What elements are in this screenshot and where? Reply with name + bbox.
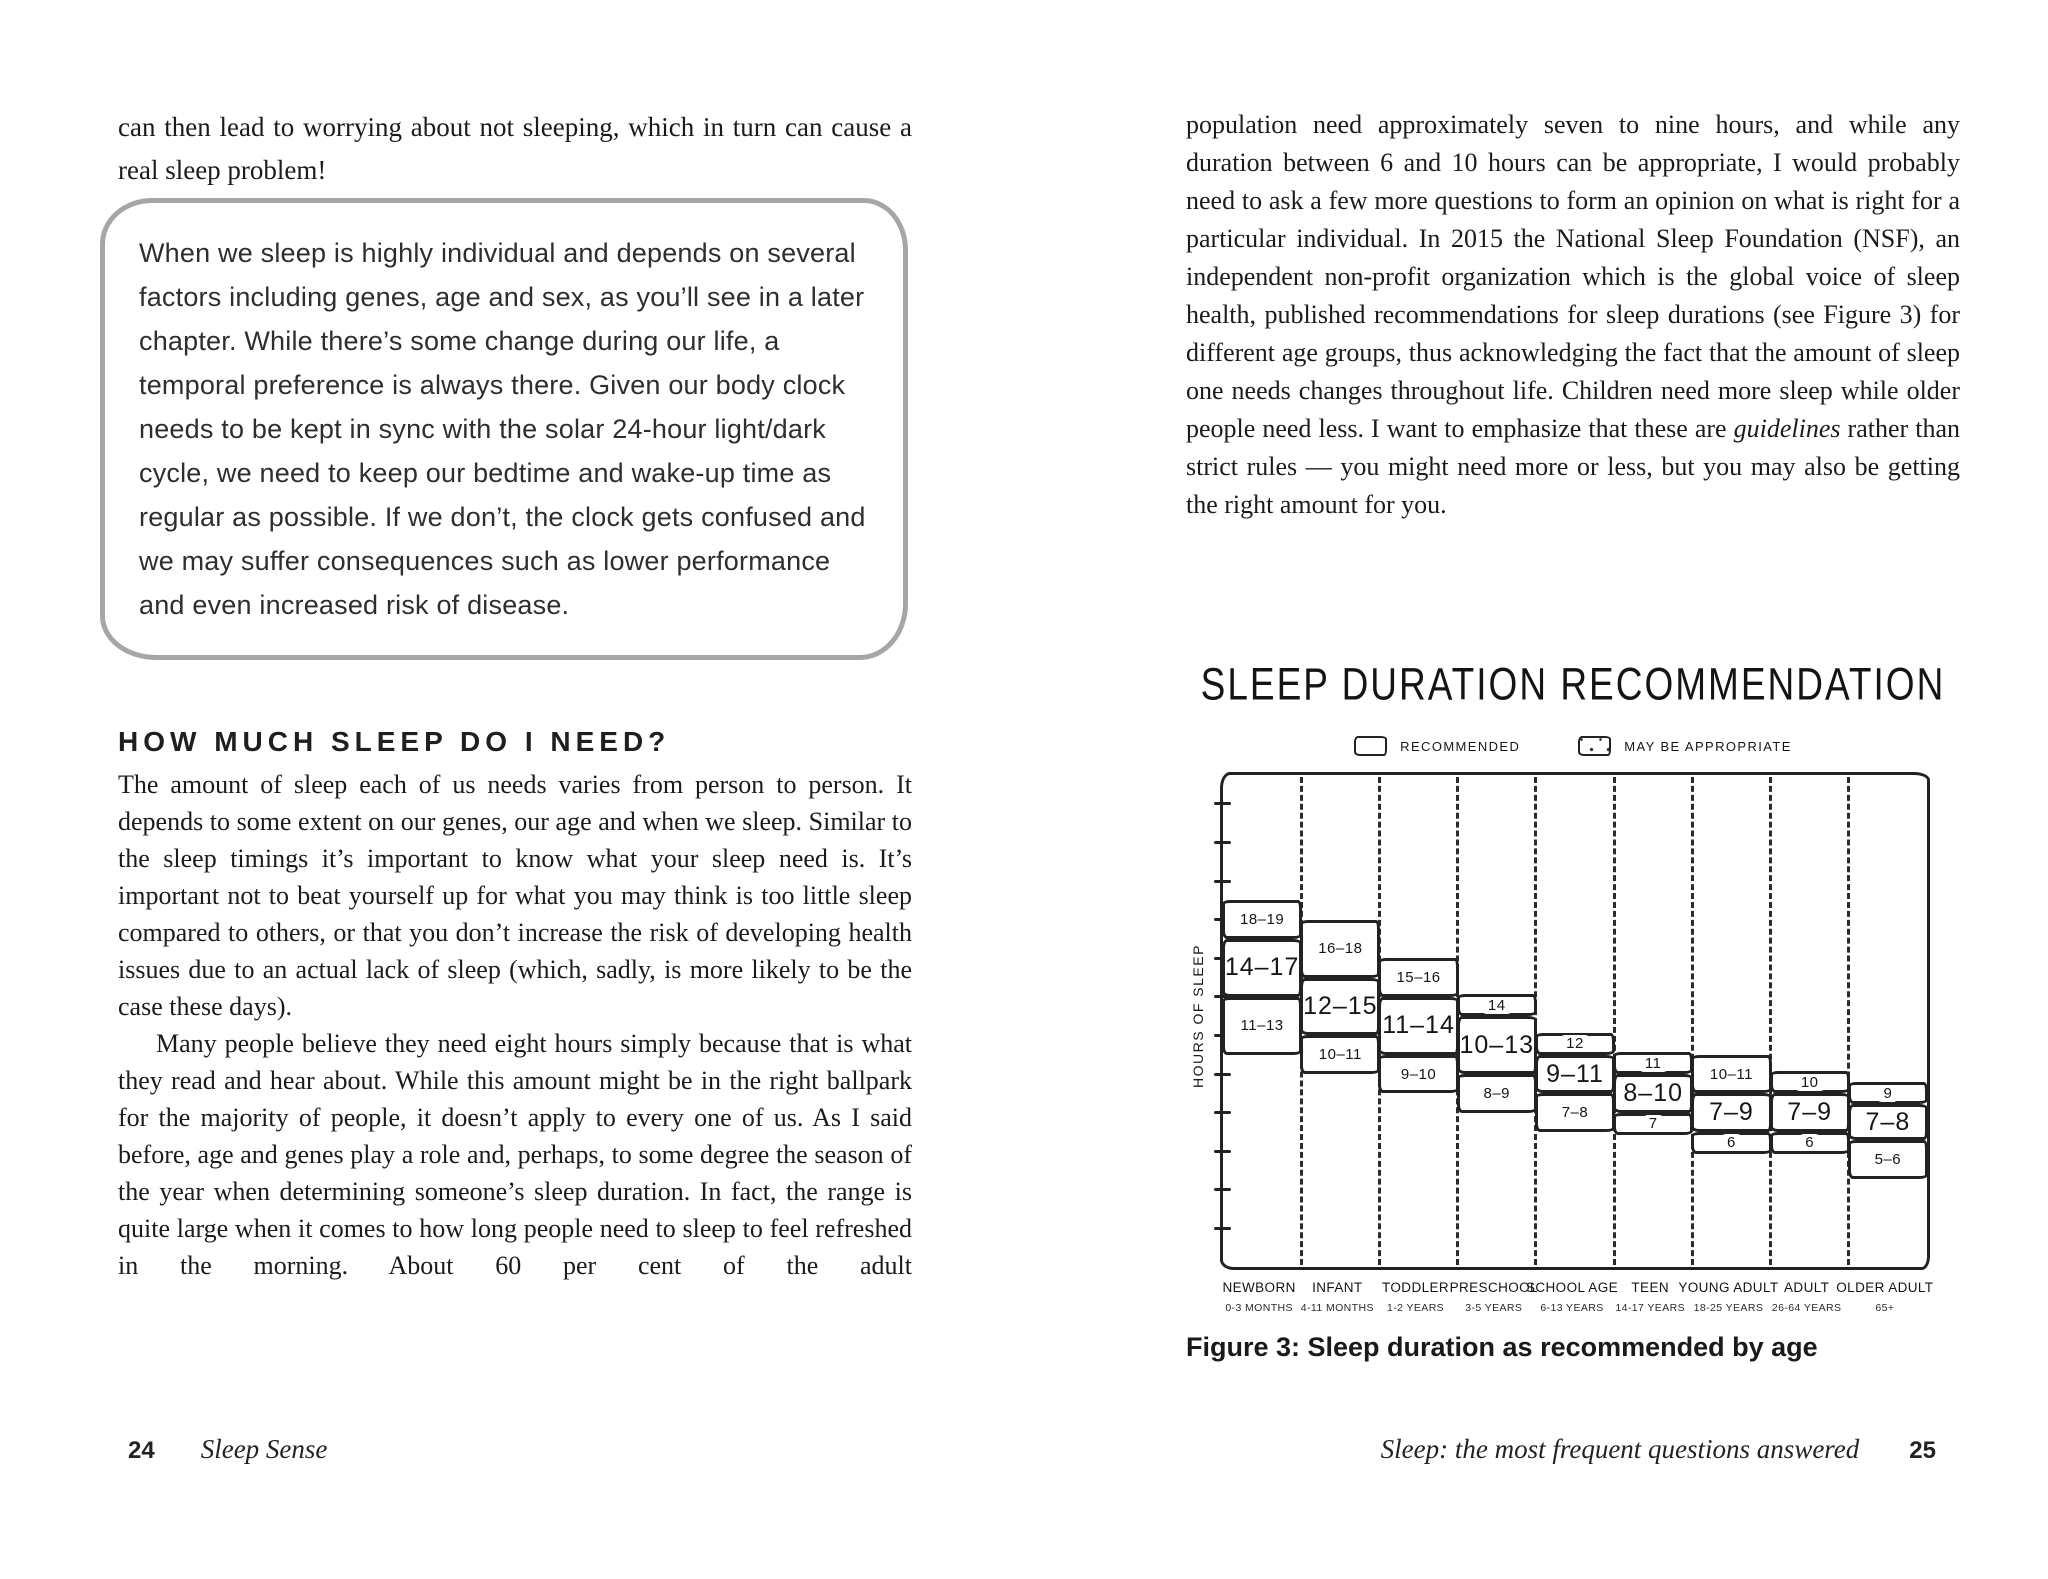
category-age-range: 1-2 YEARS [1386, 1302, 1445, 1314]
recommended-range [1535, 1055, 1615, 1094]
range-value-label: 7–8 [1555, 1104, 1596, 1121]
recommended-range [1222, 939, 1302, 997]
range-value-label: 9–11 [1546, 1059, 1604, 1088]
range-value-label: 16–18 [1311, 940, 1369, 957]
category-age-range: 0-3 MONTHS [1225, 1302, 1293, 1314]
maybe-appropriate-range [1848, 1140, 1928, 1179]
y-axis-tick [1214, 1150, 1231, 1153]
maybe-appropriate-range [1300, 920, 1380, 978]
category-name: NEWBORN [1222, 1280, 1296, 1295]
maybe-appropriate-range [1691, 1132, 1771, 1154]
y-axis-tick [1214, 841, 1231, 844]
recommended-range [1691, 1093, 1771, 1132]
column-separator [1847, 777, 1850, 1265]
maybe-appropriate-range [1613, 1052, 1693, 1074]
y-axis-tick [1214, 880, 1231, 883]
range-value-label: 18–19 [1233, 911, 1291, 928]
recommended-range [1378, 997, 1458, 1055]
legend-label-may-be-appropriate: MAY BE APPROPRIATE [1624, 738, 1792, 754]
category-name: OLDER ADULT [1836, 1280, 1934, 1295]
maybe-appropriate-range [1613, 1113, 1693, 1135]
chart-title: SLEEP DURATION RECOMMENDATION [1200, 659, 1946, 710]
y-axis-tick [1214, 1111, 1231, 1114]
footer-left [128, 1434, 327, 1465]
maybe-appropriate-range [1222, 997, 1302, 1055]
recommended-range [1848, 1104, 1928, 1140]
column-separator [1613, 777, 1616, 1265]
maybe-appropriate-range [1457, 994, 1537, 1016]
category-age-range: 14-17 YEARS [1615, 1302, 1686, 1314]
callout-text: When we sleep is highly individual and depends on several factors including genes, age and sex, as you’ll see in a later chapter. While there’s some change during our life, a temporal preference is always there. Given our body clock needs to be kept in sync with the solar 24-hour light/dark cycle, we need to keep our bedtime and wake-up time as regular as possible. If we don’t, the clock gets confused and we may suffer consequences such as lower performance and even increased risk of disease. [139, 238, 866, 620]
range-value-label: 10–11 [1312, 1046, 1369, 1063]
category-name: PRESCHOOL [1449, 1280, 1538, 1295]
range-value-label: 10–11 [1703, 1066, 1760, 1083]
column-separator [1769, 777, 1772, 1265]
category-age-range: 6-13 YEARS [1540, 1302, 1604, 1314]
range-value-label: 9–10 [1394, 1066, 1443, 1083]
page-number-right: 25 [1909, 1437, 1936, 1464]
category-age-range: 26-64 YEARS [1771, 1302, 1842, 1314]
range-value-label: 11–13 [1234, 1017, 1291, 1034]
legend-label-recommended: RECOMMENDED [1400, 738, 1521, 754]
category-name: INFANT [1312, 1280, 1363, 1295]
range-value-label: 7 [1642, 1115, 1665, 1132]
footer-right [1186, 1434, 1936, 1465]
range-value-label: 10–13 [1459, 1030, 1535, 1059]
intro-paragraph: can then lead to worrying about not sleeping, which in turn can cause a real sleep problem! [118, 112, 912, 185]
range-value-label: 11 [1638, 1055, 1669, 1072]
section-heading: HOW MUCH SLEEP DO I NEED? [118, 726, 671, 757]
range-value-label: 11–14 [1382, 1011, 1455, 1040]
y-axis-tick [1214, 1188, 1231, 1191]
range-value-label: 6 [1720, 1134, 1743, 1151]
recommended-range [1300, 978, 1380, 1036]
range-value-label: 7–8 [1865, 1107, 1911, 1136]
legend-item-recommended [1354, 736, 1520, 756]
maybe-appropriate-range [1535, 1033, 1615, 1055]
chart-plot [1220, 772, 1930, 1270]
y-axis-tick [1214, 1073, 1231, 1076]
maybe-appropriate-range [1535, 1093, 1615, 1132]
range-value-label: 7–9 [1787, 1098, 1833, 1127]
y-axis-tick [1214, 1227, 1231, 1230]
range-value-label: 12–15 [1303, 992, 1378, 1021]
maybe-appropriate-range [1300, 1035, 1380, 1074]
running-title-right: Sleep: the most frequent questions answered [1380, 1434, 1860, 1464]
range-value-label: 12 [1559, 1035, 1591, 1052]
sleep-duration-chart [1186, 650, 1960, 1330]
category-age-range: 3-5 YEARS [1465, 1302, 1523, 1314]
range-value-label: 14–17 [1224, 953, 1300, 982]
category-age-range: 65+ [1875, 1302, 1895, 1314]
body-paragraph-2: Many people believe they need eight hours simply because that is what they read and hear about. While this amount might be in the right ballpark for the majority of people, it doesn’t apply to every one of us. As I said before, age and genes play a role and, perhaps, to some degree the season of the year when determining someone’s sleep duration. In fact, the range is quite large when it comes to how long people need to sleep to feel refreshed in the morning. About 60 per cent of the adult [118, 1029, 912, 1280]
range-value-label: 6 [1798, 1134, 1821, 1151]
range-value-label: 8–9 [1477, 1085, 1518, 1102]
range-value-label: 10 [1794, 1074, 1826, 1091]
chart-legend [1186, 736, 1960, 756]
figure-caption: Figure 3: Sleep duration as recommended by age [1186, 1332, 1818, 1362]
maybe-appropriate-range [1691, 1055, 1771, 1094]
category-name: SCHOOL AGE [1525, 1280, 1618, 1295]
maybe-appropriate-range [1848, 1082, 1928, 1104]
range-value-label: 15–16 [1389, 969, 1447, 986]
maybe-appropriate-range [1378, 958, 1458, 997]
recommended-range [1770, 1093, 1850, 1132]
running-title-left: Sleep Sense [200, 1434, 328, 1464]
may-be-appropriate-swatch-icon [1578, 736, 1611, 756]
recommended-range [1613, 1074, 1693, 1113]
page-number-left: 24 [128, 1437, 155, 1464]
category-name: TEEN [1631, 1280, 1670, 1295]
body-paragraph-1: The amount of sleep each of us needs varies from person to person. It depends to some extent on our genes, our age and when we sleep. Similar to the sleep timings it’s important to know what your sleep need is. It’s important not to beat yourself up for what you may think is too little sleep compared to others, or that you don’t increase the risk of developing health issues due to an actual lack of sleep (which, sadly, is more likely to be the case these days). [118, 770, 912, 1021]
range-value-label: 8–10 [1623, 1078, 1684, 1107]
maybe-appropriate-range [1770, 1132, 1850, 1154]
maybe-appropriate-range [1378, 1055, 1458, 1094]
maybe-appropriate-range [1770, 1071, 1850, 1093]
legend-item-may-be-appropriate [1578, 736, 1792, 756]
range-value-label: 5–6 [1868, 1151, 1909, 1168]
category-label [1832, 1280, 1938, 1314]
maybe-appropriate-range [1222, 900, 1302, 939]
category-name: YOUNG ADULT [1678, 1280, 1779, 1295]
y-axis-tick [1214, 802, 1231, 805]
range-value-label: 9 [1876, 1085, 1899, 1102]
body-paragraph-right: population need approximately seven to nine hours, and while any duration between 6 and 10 hours can be appropriate, I would probably need to ask a few more questions to form an opinion on what is right for a particular individual. In 2015 the National Sleep Foundation (NSF), an independent non-profit organization which is the global voice of sleep health, published recommendations for sleep durations (see Figure 3) for different age groups, thus acknowledging the fact that the amount of sleep one needs changes throughout life. Children need more sleep while older people need less. I want to emphasize that these are guidelines rather than strict rules — you might need more or less, but you may also be getting the right amount for you. [1186, 110, 1960, 519]
recommended-range [1457, 1016, 1537, 1074]
category-age-range: 18-25 YEARS [1693, 1302, 1764, 1314]
maybe-appropriate-range [1457, 1074, 1537, 1113]
body-copy-left [118, 766, 912, 1284]
callout-box [100, 198, 908, 660]
category-age-range: 4-11 MONTHS [1300, 1302, 1374, 1314]
y-axis-label: HOURS OF SLEEP [1190, 944, 1206, 1088]
range-value-label: 14 [1481, 997, 1513, 1014]
chart-x-axis [1220, 1280, 1934, 1332]
category-name: TODDLER [1382, 1280, 1450, 1295]
range-value-label: 7–9 [1709, 1098, 1754, 1127]
recommended-swatch-icon [1354, 736, 1387, 756]
category-name: ADULT [1784, 1280, 1830, 1295]
column-separator [1691, 777, 1694, 1265]
